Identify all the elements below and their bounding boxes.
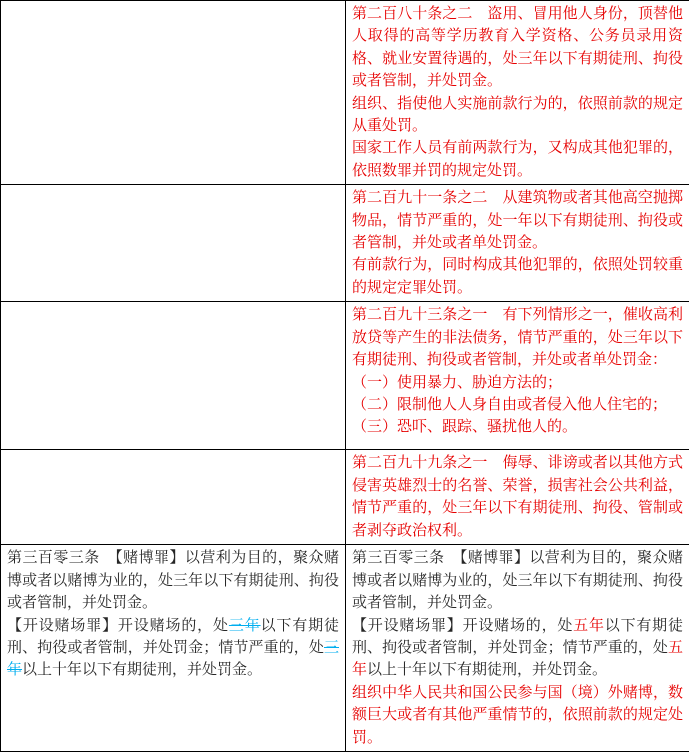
table-row	[1, 545, 689, 752]
text-segment-red: 组织中华人民共和国公民参与国（境）外赌博，数额巨大或者有其他严重情节的，依照前款的规定处罚。	[352, 685, 683, 746]
text-segment-red: 五年	[352, 640, 683, 678]
cell-left-row-5	[1, 545, 346, 752]
text-segment-red: 第二百九十九条之一 侮辱、诽谤或者以其他方式侵害英雄烈士的名誉、荣誉，损害社会公共利益，情节严重的，处三年以下有期徒刑、拘役、管制或者剥夺政治权利。	[352, 455, 683, 538]
text-segment-black: 以上十年以下有期徒刑，并处罚金。	[22, 662, 262, 678]
cell-left-row-2	[1, 185, 346, 302]
text-segment-red: 第二百九十三条之一 有下列情形之一，催收高利放贷等产生的非法债务，情节严重的，处三年以下有期徒刑、拘役或者管制，并处或者单处罚金：	[352, 307, 683, 368]
text-segment-red: （一）使用暴力、胁迫方法的；	[352, 375, 562, 391]
cell-left-row-4	[1, 450, 346, 545]
paragraph	[352, 254, 683, 299]
cell-right-row-2	[346, 185, 689, 302]
text-segment-black: 第三百零三条 【赌博罪】以营利为目的，聚众赌博或者以赌博为业的，处三年以下有期徒刑、拘役或者管制，并处罚金。	[7, 550, 339, 611]
paragraph	[352, 137, 683, 182]
table-row	[1, 1, 689, 185]
paragraph	[352, 416, 683, 438]
text-segment-red: 第二百八十条之二 盗用、冒用他人身份，顶替他人取得的高等学历教育入学资格、公务员录用资格、就业安置待遇的，处三年以下有期徒刑、拘役或者管制，并处罚金。	[352, 6, 683, 89]
table-row	[1, 185, 689, 302]
text-segment-red: 有前款行为，同时构成其他犯罪的，依照处罚较重的规定定罪处罚。	[352, 257, 683, 295]
paragraph	[7, 547, 339, 614]
paragraph	[352, 615, 683, 682]
paragraph	[7, 615, 339, 682]
paragraph	[352, 304, 683, 371]
text-segment-red: 五年	[573, 618, 605, 634]
text-segment-red: （二）限制他人人身自由或者侵入他人住宅的；	[352, 397, 667, 413]
text-segment-blue-strike: 三年	[7, 640, 339, 678]
table-row	[1, 450, 689, 545]
paragraph	[352, 452, 683, 542]
text-segment-red: 国家工作人员有前两款行为，又构成其他犯罪的，依照数罪并罚的规定处罚。	[352, 140, 683, 178]
comparison-table-body	[1, 1, 689, 752]
text-segment-blue-strike: 三年	[229, 618, 261, 634]
text-segment-black: 以下有期徒刑、拘役或者管制，并处罚金；情节严重的，处	[352, 618, 683, 656]
paragraph	[352, 394, 683, 416]
text-segment-black: 【开设赌场罪】开设赌场的，处	[352, 618, 573, 634]
cell-left-row-3	[1, 302, 346, 450]
text-segment-black: 以下有期徒刑、拘役或者管制，并处罚金；情节严重的，处	[7, 618, 339, 656]
table-row	[1, 302, 689, 450]
text-segment-red: （三）恐吓、跟踪、骚扰他人的。	[352, 419, 577, 435]
paragraph	[352, 547, 683, 614]
cell-right-row-3	[346, 302, 689, 450]
paragraph	[352, 187, 683, 254]
cell-right-row-5	[346, 545, 689, 752]
cell-right-row-1	[346, 1, 689, 185]
paragraph	[352, 93, 683, 138]
paragraph	[352, 682, 683, 749]
paragraph	[352, 372, 683, 394]
text-segment-black: 以上十年以下有期徒刑，并处罚金。	[367, 662, 607, 678]
cell-right-row-4	[346, 450, 689, 545]
text-segment-black: 【开设赌场罪】开设赌场的，处	[7, 618, 229, 634]
text-segment-black: 第三百零三条 【赌博罪】以营利为目的，聚众赌博或者以赌博为业的，处三年以下有期徒刑、拘役或者管制，并处罚金。	[352, 550, 683, 611]
paragraph	[352, 3, 683, 93]
text-segment-red: 组织、指使他人实施前款行为的，依照前款的规定从重处罚。	[352, 96, 683, 134]
text-segment-red: 第二百九十一条之二 从建筑物或者其他高空抛掷物品，情节严重的，处一年以下有期徒刑、拘役或者管制，并处或者单处罚金。	[352, 190, 683, 251]
cell-left-row-1	[1, 1, 346, 185]
